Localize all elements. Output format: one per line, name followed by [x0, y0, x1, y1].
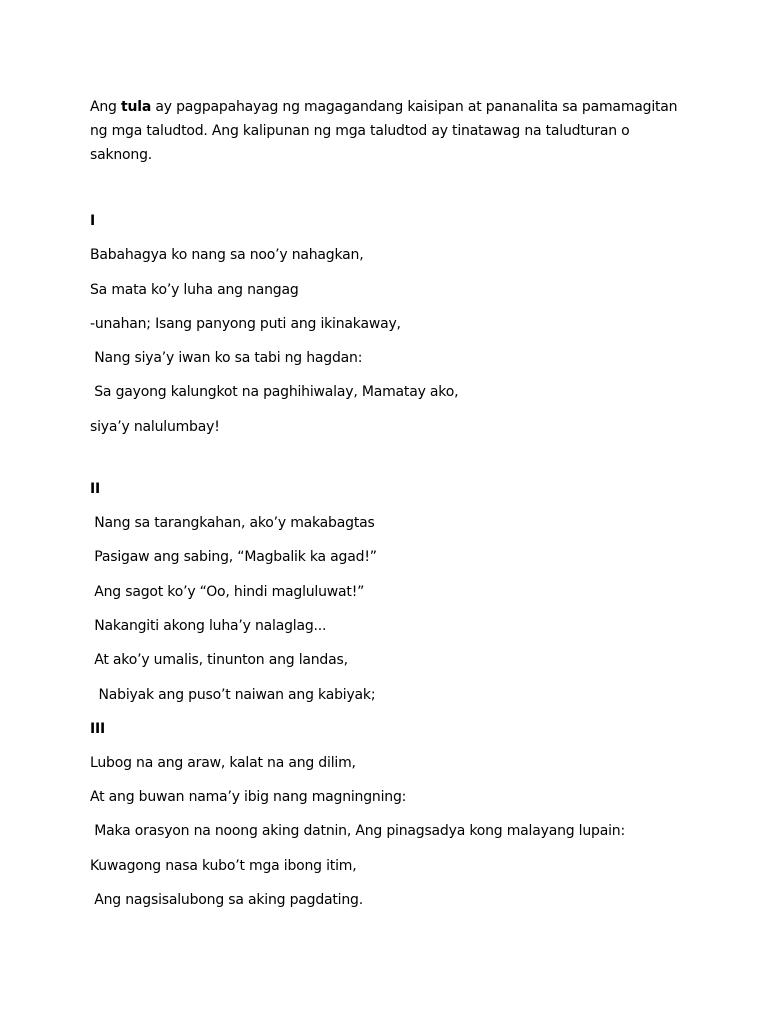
stanza-1-line-5: Sa gayong kalungkot na paghihiwalay, Mamatay ako,: [90, 384, 459, 400]
stanza-2-numeral: II: [90, 481, 101, 497]
stanza-1-line-3: -unahan; Isang panyong puti ang ikinakaway,: [90, 316, 401, 332]
stanza-2-line-3: Ang sagot ko’y “Oo, hindi magluluwat!”: [90, 584, 365, 600]
stanza-2-line-1: Nang sa tarangkahan, ako’y makabagtas: [90, 515, 375, 531]
stanza-3-line-2: At ang buwan nama’y ibig nang magningning:: [90, 789, 407, 805]
stanza-1-line-2: Sa mata ko’y luha ang nangag: [90, 282, 299, 298]
stanza-2-line-2: Pasigaw ang sabing, “Magbalik ka agad!”: [90, 549, 377, 565]
stanza-1-line-1: Babahagya ko nang sa noo’y nahagkan,: [90, 247, 364, 263]
stanza-2-line-4: Nakangiti akong luha’y nalaglag...: [90, 618, 327, 634]
intro-text-rest: ay pagpapahayag ng magagandang kaisipan at pananalita sa pamamagitan ng mga taludtod. Ang kalipunan ng mga taludtod ay tinatawag na taludturan o saknong.: [90, 99, 678, 163]
stanza-2-line-5: At ako’y umalis, tinunton ang landas,: [90, 652, 348, 668]
stanza-2-line-6: Nabiyak ang puso’t naiwan ang kabiyak;: [90, 687, 376, 703]
stanza-3-numeral: III: [90, 721, 106, 737]
stanza-1-line-4: Nang siya’y iwan ko sa tabi ng hagdan:: [90, 350, 363, 366]
intro-paragraph: [90, 95, 690, 167]
stanza-3-line-1: Lubog na ang araw, kalat na ang dilim,: [90, 755, 356, 771]
stanza-1-line-6: siya’y nalulumbay!: [90, 419, 220, 435]
stanza-3-line-4: Kuwagong nasa kubo’t mga ibong itim,: [90, 858, 357, 874]
intro-text-start: Ang: [90, 99, 121, 115]
stanza-1-numeral: I: [90, 213, 96, 229]
intro-bold-word: tula: [121, 99, 152, 115]
stanza-3-line-3: Maka orasyon na noong aking datnin, Ang pinagsadya kong malayang lupain:: [90, 823, 625, 839]
stanza-3-line-5: Ang nagsisalubong sa aking pagdating.: [90, 892, 363, 908]
